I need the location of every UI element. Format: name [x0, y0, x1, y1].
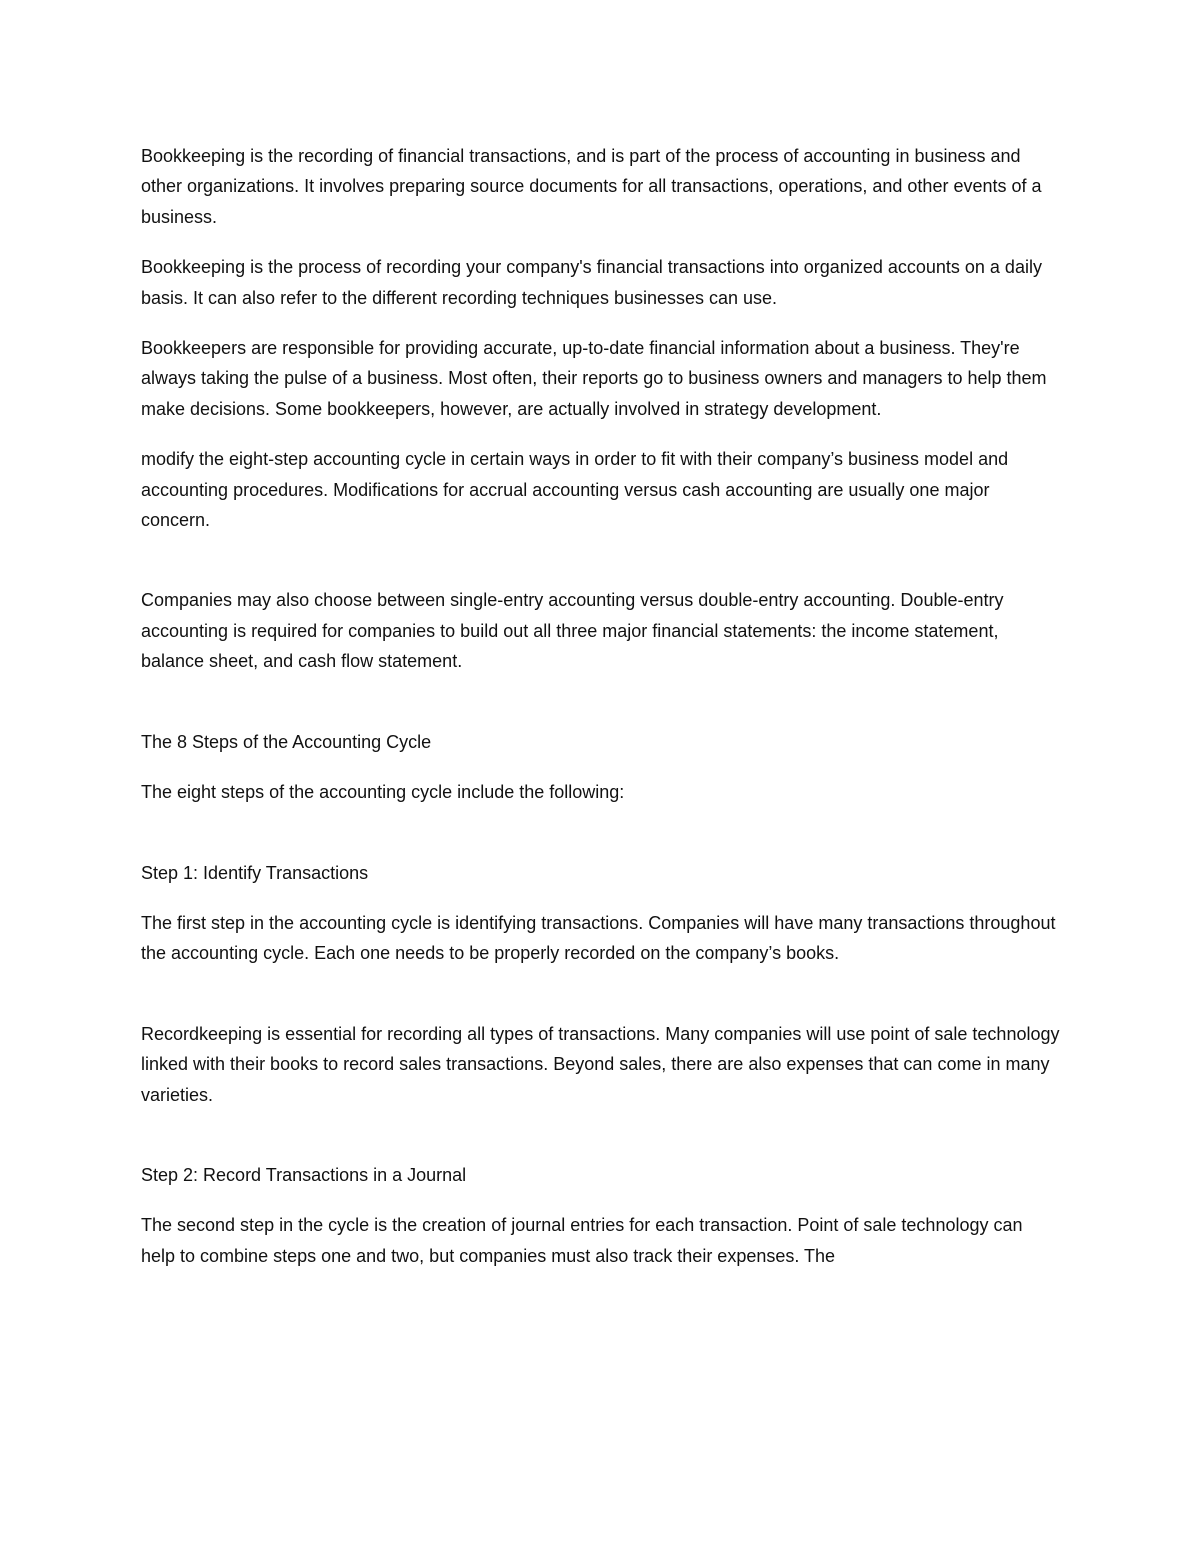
paragraph-modify-cycle: modify the eight-step accounting cycle in certain ways in order to fit with their company’s business model and accounting procedures. Modifications for accrual accounting versus cash accounting are usually one major concern. — [141, 449, 1009, 531]
heading-step-1: Step 1: Identify Transactions — [141, 862, 369, 883]
paragraph-step-1-body: The first step in the accounting cycle is identifying transactions. Companies will have many transactions throughout the accounting cycle. Each one needs to be properly recorded on the company’s books. — [141, 912, 1056, 964]
heading-eight-steps: The 8 Steps of the Accounting Cycle — [141, 731, 432, 752]
paragraph-bookkeeping-process: Bookkeeping is the process of recording your company's financial transactions into organized accounts on a daily basis. It can also refer to the different recording techniques businesses can use. — [141, 257, 1042, 308]
paragraph-eight-steps-intro: The eight steps of the accounting cycle include the following: — [141, 782, 625, 803]
paragraph-bookkeeping-definition: Bookkeeping is the recording of financial transactions, and is part of the process of accounting in business and other organizations. It involves preparing source documents for all transactions, operations, and other events of a business. — [141, 146, 1042, 227]
document-body — [141, 141, 1061, 1291]
paragraph-recordkeeping: Recordkeeping is essential for recording all types of transactions. Many companies will use point of sale technology linked with their books to record sales transactions. Beyond sales, there are also expenses that can come in many varieties. — [141, 1023, 1060, 1105]
paragraph-single-double-entry: Companies may also choose between single-entry accounting versus double-entry accounting. Double-entry accounting is required for companies to build out all three major financial statements: the income statement, balance sheet, and cash flow statement. — [141, 590, 1004, 672]
paragraph-step-2-body: The second step in the cycle is the creation of journal entries for each transaction. Point of sale technology can help to combine steps one and two, but companies must also track their expenses. The — [141, 1215, 1023, 1266]
paragraph-bookkeepers-responsibility: Bookkeepers are responsible for providing accurate, up-to-date financial information about a business. They're always taking the pulse of a business. Most often, their reports go to business owners and managers to help them make decisions. Some bookkeepers, however, are actually involved in strategy development. — [141, 338, 1047, 419]
heading-step-2: Step 2: Record Transactions in a Journal — [141, 1164, 467, 1185]
